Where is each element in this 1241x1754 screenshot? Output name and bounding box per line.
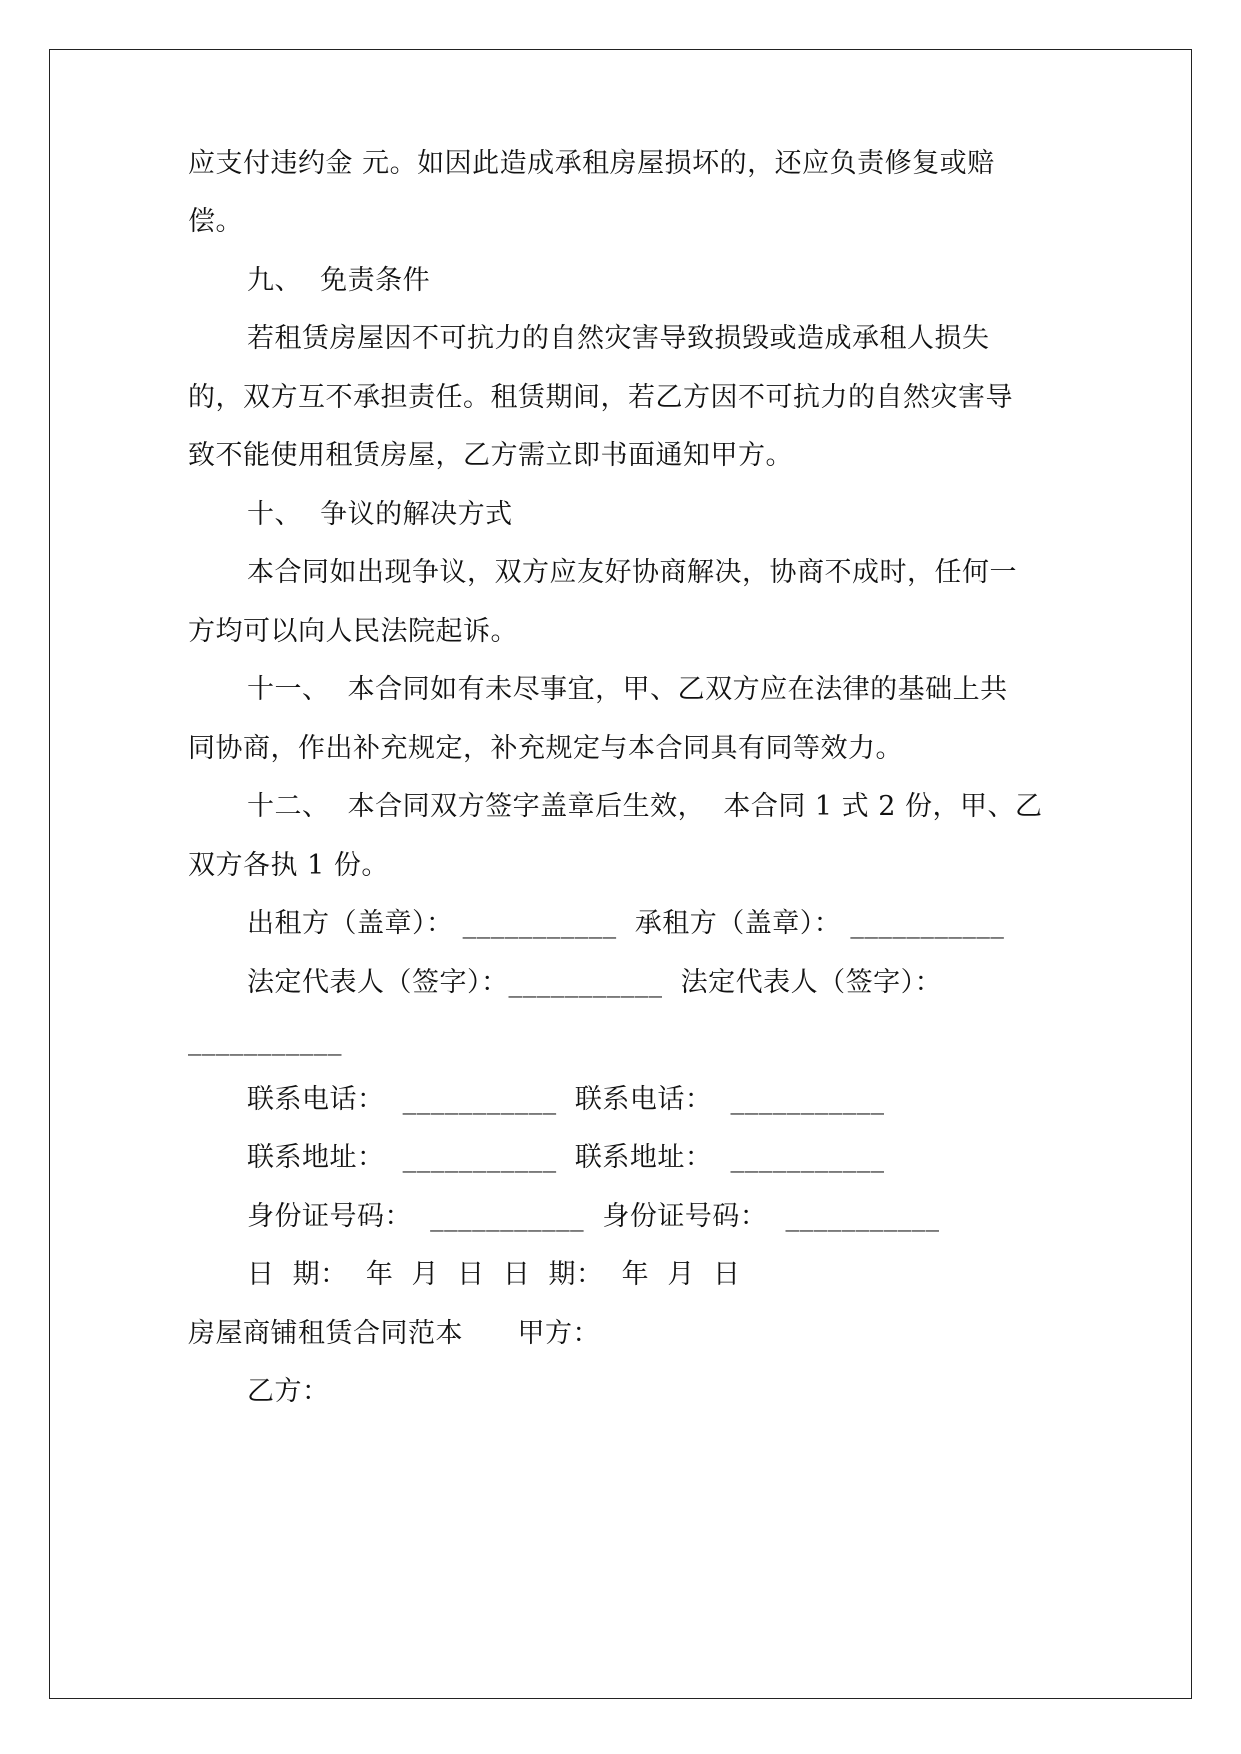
section-twelve-line-2: 双方各执 1 份。 — [188, 850, 389, 881]
phone-line: 联系电话： ___________ 联系电话： ___________ — [247, 1084, 885, 1115]
text-line-exemption-3: 致不能使用租赁房屋，乙方需立即书面通知甲方。 — [188, 440, 793, 471]
section-eleven-line-1: 十一、 本合同如有未尽事宜，甲、乙双方应在法律的基础上共 — [247, 674, 1008, 705]
signature-seal-line: 出租方（盖章）： ___________ 承租方（盖章）： ___________ — [247, 908, 1005, 939]
text-line-penalty: 应支付违约金 元。如因此造成承租房屋损坏的，还应负责修复或赔 — [188, 148, 995, 179]
date-line: 日 期： 年 月 日 日 期： 年 月 日 — [247, 1259, 741, 1290]
legal-rep-line: 法定代表人（签字）：___________ 法定代表人（签字）： — [247, 967, 943, 998]
section-eleven-line-2: 同协商，作出补充规定，补充规定与本合同具有同等效力。 — [188, 733, 903, 764]
section-heading-dispute: 十、 争议的解决方式 — [247, 499, 513, 530]
next-contract-title-line: 房屋商铺租赁合同范本 甲方： — [188, 1318, 600, 1349]
id-number-line: 身份证号码： ___________ 身份证号码： ___________ — [247, 1201, 940, 1232]
text-line-dispute-2: 方均可以向人民法院起诉。 — [188, 616, 518, 647]
legal-rep-blank: ___________ — [188, 1025, 342, 1056]
section-heading-exemption: 九、 免责条件 — [247, 265, 431, 296]
section-twelve-line-1: 十二、 本合同双方签字盖章后生效， 本合同 1 式 2 份，甲、乙 — [247, 791, 1043, 822]
text-line-exemption-1: 若租赁房屋因不可抗力的自然灾害导致损毁或造成承租人损失 — [247, 323, 990, 354]
text-line-exemption-2: 的，双方互不承担责任。租赁期间，若乙方因不可抗力的自然灾害导 — [188, 382, 1013, 413]
text-line-dispute-1: 本合同如出现争议，双方应友好协商解决，协商不成时，任何一 — [247, 557, 1017, 588]
party-b-line: 乙方： — [247, 1376, 330, 1407]
address-line: 联系地址： ___________ 联系地址： ___________ — [247, 1142, 885, 1173]
text-line-compensation: 偿。 — [188, 206, 243, 237]
